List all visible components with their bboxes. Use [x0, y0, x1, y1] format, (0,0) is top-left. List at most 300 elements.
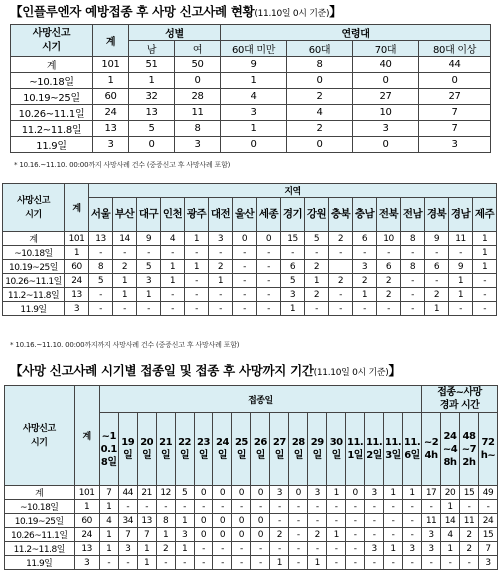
- cell-day: -: [384, 528, 403, 542]
- cell-period: 계: [5, 486, 75, 500]
- cell-a3: 0: [353, 137, 419, 153]
- cell-region: 8: [401, 232, 425, 246]
- table-row: [11, 121, 491, 137]
- cell-day: 44: [118, 486, 137, 500]
- cell-day: -: [384, 500, 403, 514]
- cell-day: -: [194, 500, 213, 514]
- cell-day: 0: [232, 528, 251, 542]
- cell-day: -: [175, 500, 194, 514]
- cell-day: -: [384, 556, 403, 570]
- cell-male: 5: [129, 121, 175, 137]
- header-region-4: 광주: [185, 198, 209, 232]
- header-region-3: 인천: [161, 198, 185, 232]
- cell-elapsed: 1: [441, 542, 460, 556]
- cell-region: -: [257, 302, 281, 316]
- cell-region: 2: [113, 260, 137, 274]
- cell-day: -: [289, 500, 308, 514]
- header-region-10: 충북: [329, 198, 353, 232]
- cell-region: 0: [233, 232, 257, 246]
- cell-day: -: [327, 500, 346, 514]
- cell-region: 3: [209, 232, 233, 246]
- cell-day: -: [346, 514, 365, 528]
- cell-a3: 3: [353, 121, 419, 137]
- cell-region: -: [425, 274, 449, 288]
- cell-day: 1: [99, 542, 118, 556]
- cell-region: -: [209, 288, 233, 302]
- cell-region: -: [401, 274, 425, 288]
- cell-day: 1: [270, 556, 289, 570]
- cell-total: 24: [65, 274, 89, 288]
- cell-day: -: [232, 500, 251, 514]
- cell-day: 0: [251, 514, 270, 528]
- cell-elapsed: -: [422, 500, 441, 514]
- cell-elapsed: 14: [441, 514, 460, 528]
- cell-day: 0: [194, 486, 213, 500]
- cell-total: 24: [93, 105, 129, 121]
- cell-region: 9: [137, 232, 161, 246]
- cell-period: ~10.18일: [11, 73, 93, 89]
- cell-elapsed: 49: [478, 486, 497, 500]
- cell-period: 계: [11, 57, 93, 73]
- header-day-14: 11.2일: [365, 413, 384, 486]
- cell-day: -: [308, 542, 327, 556]
- cell-period: ~10.18일: [5, 500, 75, 514]
- cell-day: 1: [99, 528, 118, 542]
- header-male: 남: [129, 41, 175, 57]
- cell-day: -: [327, 542, 346, 556]
- table-row: [11, 57, 491, 73]
- cell-day: 3: [403, 542, 422, 556]
- header-sex: 성별: [129, 25, 221, 41]
- cell-region: -: [257, 288, 281, 302]
- cell-region: 2: [377, 274, 401, 288]
- table-row: [3, 302, 497, 316]
- header-region-14: 경북: [425, 198, 449, 232]
- cell-region: -: [161, 288, 185, 302]
- cell-a2: 2: [287, 121, 353, 137]
- cell-region: -: [209, 246, 233, 260]
- cell-region: -: [113, 246, 137, 260]
- cell-region: -: [329, 246, 353, 260]
- cell-elapsed: 11: [459, 514, 478, 528]
- cell-day: 0: [213, 486, 232, 500]
- cell-day: 7: [99, 486, 118, 500]
- cell-a1: 1: [221, 121, 287, 137]
- cell-region: 2: [329, 232, 353, 246]
- section2-note: * 10.16.~11.10. 00:00까지까지 사망사례 건수 (중증신고 후 사망사례 포함): [10, 341, 240, 349]
- cell-day: -: [137, 500, 156, 514]
- header-day-5: 23일: [194, 413, 213, 486]
- header-day-2: 20일: [137, 413, 156, 486]
- cell-region: -: [137, 302, 161, 316]
- cell-region: 1: [305, 274, 329, 288]
- header-region-7: 세종: [257, 198, 281, 232]
- cell-day: 1: [384, 542, 403, 556]
- cell-region: -: [233, 260, 257, 274]
- cell-region: 1: [113, 274, 137, 288]
- cell-day: 3: [118, 542, 137, 556]
- cell-day: 0: [194, 514, 213, 528]
- cell-region: 1: [473, 246, 497, 260]
- header-region-0: 서울: [89, 198, 113, 232]
- cell-region: -: [233, 302, 257, 316]
- header-region-15: 경남: [449, 198, 473, 232]
- cell-period: 10.26~11.1일: [3, 274, 65, 288]
- cell-region: 6: [425, 260, 449, 274]
- cell-day: 1: [156, 528, 175, 542]
- cell-period: 11.9일: [11, 137, 93, 153]
- table-row: [5, 486, 498, 500]
- cell-total: 24: [74, 528, 99, 542]
- header-age-group: 60대: [287, 41, 353, 57]
- cell-period: 11.9일: [5, 556, 75, 570]
- cell-region: -: [425, 246, 449, 260]
- cell-day: -: [346, 542, 365, 556]
- cell-a2: 0: [287, 137, 353, 153]
- cell-female: 28: [175, 89, 221, 105]
- cell-elapsed: 24: [478, 514, 497, 528]
- cell-day: 0: [251, 486, 270, 500]
- table-row: [3, 260, 497, 274]
- cell-day: -: [156, 556, 175, 570]
- cell-region: -: [401, 288, 425, 302]
- cell-region: -: [257, 274, 281, 288]
- cell-period: 10.19~25일: [5, 514, 75, 528]
- cell-day: -: [213, 556, 232, 570]
- cell-day: 13: [137, 514, 156, 528]
- cell-day: 0: [289, 486, 308, 500]
- cell-period: 11.2~11.8일: [3, 288, 65, 302]
- cell-period: 11.2~11.8일: [11, 121, 93, 137]
- cell-region: 5: [281, 274, 305, 288]
- cell-region: 2: [209, 260, 233, 274]
- header-day-0: ~10.18일: [99, 413, 118, 486]
- cell-a4: 27: [419, 89, 491, 105]
- cell-day: 3: [175, 528, 194, 542]
- cell-day: 4: [99, 514, 118, 528]
- cell-region: 8: [89, 260, 113, 274]
- cell-day: -: [251, 556, 270, 570]
- cell-male: 51: [129, 57, 175, 73]
- cell-day: -: [365, 528, 384, 542]
- cell-day: -: [270, 542, 289, 556]
- header-day-12: 30일: [327, 413, 346, 486]
- cell-region: -: [89, 246, 113, 260]
- cell-region: 1: [473, 260, 497, 274]
- death-by-region-table: [2, 183, 497, 316]
- cell-a3: 0: [353, 73, 419, 89]
- section1-note: * 10.16.~11.10. 00:00까지 사망사례 건수 (중증신고 후 사망사례 포함): [14, 161, 231, 169]
- cell-region: -: [257, 246, 281, 260]
- cell-day: -: [156, 500, 175, 514]
- cell-elapsed: 4: [441, 528, 460, 542]
- header-elapsed-3: 72h~: [478, 413, 497, 486]
- header-day-11: 29일: [308, 413, 327, 486]
- cell-region: -: [161, 246, 185, 260]
- cell-female: 50: [175, 57, 221, 73]
- cell-region: -: [257, 260, 281, 274]
- cell-day: -: [194, 542, 213, 556]
- cell-day: -: [403, 528, 422, 542]
- header-age-group: 60대 미만: [221, 41, 287, 57]
- cell-elapsed: 11: [422, 514, 441, 528]
- cell-elapsed: 1: [441, 500, 460, 514]
- cell-day: -: [270, 514, 289, 528]
- cell-region: 3: [353, 260, 377, 274]
- header-region-13: 전남: [401, 198, 425, 232]
- cell-a4: 44: [419, 57, 491, 73]
- cell-day: 0: [232, 486, 251, 500]
- cell-total: 13: [74, 542, 99, 556]
- cell-region: -: [305, 246, 329, 260]
- cell-a4: 0: [419, 73, 491, 89]
- header-region-2: 대구: [137, 198, 161, 232]
- cell-day: -: [213, 542, 232, 556]
- cell-day: -: [118, 556, 137, 570]
- cell-region: 3: [137, 274, 161, 288]
- death-by-sex-age-table: [10, 24, 491, 153]
- cell-region: 1: [185, 260, 209, 274]
- cell-a1: 0: [221, 137, 287, 153]
- cell-day: 1: [137, 542, 156, 556]
- cell-region: -: [449, 302, 473, 316]
- cell-region: -: [353, 302, 377, 316]
- cell-day: -: [327, 514, 346, 528]
- cell-day: 0: [232, 514, 251, 528]
- cell-day: -: [289, 528, 308, 542]
- cell-day: 2: [156, 542, 175, 556]
- cell-elapsed: -: [478, 500, 497, 514]
- cell-day: 1: [384, 486, 403, 500]
- cell-day: 0: [213, 514, 232, 528]
- cell-a4: 7: [419, 121, 491, 137]
- header-total: 계: [93, 25, 129, 57]
- cell-total: 1: [65, 246, 89, 260]
- cell-day: -: [327, 556, 346, 570]
- cell-a2: 8: [287, 57, 353, 73]
- cell-elapsed: 2: [459, 528, 478, 542]
- cell-region: 1: [449, 274, 473, 288]
- cell-region: 6: [377, 260, 401, 274]
- cell-elapsed: -: [422, 556, 441, 570]
- cell-region: -: [209, 302, 233, 316]
- cell-total: 1: [74, 500, 99, 514]
- cell-total: 60: [74, 514, 99, 528]
- cell-region: -: [401, 246, 425, 260]
- header-region: 지역: [89, 184, 497, 198]
- header-day-10: 28일: [289, 413, 308, 486]
- header-age: 연령대: [221, 25, 491, 41]
- cell-male: 13: [129, 105, 175, 121]
- cell-region: 1: [161, 274, 185, 288]
- cell-day: 2: [270, 528, 289, 542]
- cell-region: 1: [425, 302, 449, 316]
- table-row: [11, 137, 491, 153]
- table-row: [5, 556, 498, 570]
- cell-region: 15: [281, 232, 305, 246]
- cell-day: -: [308, 500, 327, 514]
- cell-elapsed: -: [441, 556, 460, 570]
- cell-region: -: [185, 302, 209, 316]
- cell-day: -: [289, 514, 308, 528]
- header-total: 계: [74, 386, 99, 486]
- section3-title: 【사망 신고사례 시기별 접종일 및 접종 후 사망까지 기간(11.10일 0시 기준)】: [10, 363, 401, 378]
- header-day-15: 11.3일: [384, 413, 403, 486]
- cell-day: -: [384, 514, 403, 528]
- cell-elapsed: 20: [441, 486, 460, 500]
- cell-region: -: [161, 302, 185, 316]
- cell-region: -: [233, 246, 257, 260]
- cell-region: 13: [89, 232, 113, 246]
- cell-region: -: [233, 288, 257, 302]
- header-female: 여: [175, 41, 221, 57]
- cell-region: 5: [305, 232, 329, 246]
- cell-day: -: [251, 542, 270, 556]
- cell-region: 11: [449, 232, 473, 246]
- cell-elapsed: 15: [459, 486, 478, 500]
- cell-region: -: [401, 302, 425, 316]
- table-row: [11, 89, 491, 105]
- cell-day: -: [403, 500, 422, 514]
- cell-day: 0: [213, 528, 232, 542]
- header-day-13: 11.1일: [346, 413, 365, 486]
- cell-day: -: [365, 514, 384, 528]
- cell-region: 5: [137, 260, 161, 274]
- cell-day: -: [308, 514, 327, 528]
- cell-a1: 4: [221, 89, 287, 105]
- cell-day: -: [289, 542, 308, 556]
- cell-period: 11.2~11.8일: [5, 542, 75, 556]
- header-region-5: 대전: [209, 198, 233, 232]
- cell-region: -: [305, 302, 329, 316]
- cell-region: 2: [305, 260, 329, 274]
- cell-day: 3: [308, 486, 327, 500]
- cell-region: 9: [425, 232, 449, 246]
- cell-region: 0: [257, 232, 281, 246]
- cell-region: 2: [377, 288, 401, 302]
- cell-elapsed: 15: [478, 528, 497, 542]
- cell-period: 계: [3, 232, 65, 246]
- cell-elapsed: 2: [459, 542, 478, 556]
- cell-region: 1: [161, 260, 185, 274]
- table-row: [3, 288, 497, 302]
- header-day-8: 26일: [251, 413, 270, 486]
- header-day-1: 19일: [118, 413, 137, 486]
- cell-region: 1: [449, 288, 473, 302]
- cell-region: 1: [353, 288, 377, 302]
- table-row: [3, 232, 497, 246]
- cell-day: 34: [118, 514, 137, 528]
- cell-day: 1: [137, 556, 156, 570]
- header-region-1: 부산: [113, 198, 137, 232]
- cell-region: -: [281, 246, 305, 260]
- cell-day: 1: [175, 514, 194, 528]
- table-row: [5, 514, 498, 528]
- cell-male: 0: [129, 137, 175, 153]
- cell-period: 11.9일: [3, 302, 65, 316]
- cell-day: 5: [175, 486, 194, 500]
- table-row: [3, 274, 497, 288]
- cell-region: 2: [329, 274, 353, 288]
- cell-day: -: [403, 556, 422, 570]
- table-row: [5, 500, 498, 514]
- cell-period: ~10.18일: [3, 246, 65, 260]
- cell-period: 10.26~11.1일: [5, 528, 75, 542]
- cell-region: -: [89, 288, 113, 302]
- cell-total: 101: [65, 232, 89, 246]
- cell-period: 10.19~25일: [11, 89, 93, 105]
- section1-title: 【인플루엔자 예방접종 후 사망 신고사례 현황(11.10일 0시 기준)】: [10, 4, 342, 19]
- table-row: [11, 105, 491, 121]
- cell-day: -: [365, 500, 384, 514]
- cell-elapsed: 3: [422, 528, 441, 542]
- cell-female: 8: [175, 121, 221, 137]
- cell-day: 8: [156, 514, 175, 528]
- cell-day: -: [289, 556, 308, 570]
- cell-region: -: [473, 274, 497, 288]
- cell-day: 7: [118, 528, 137, 542]
- header-region-16: 제주: [473, 198, 497, 232]
- cell-a2: 0: [287, 73, 353, 89]
- cell-day: 1: [308, 556, 327, 570]
- header-age-group: 70대: [353, 41, 419, 57]
- header-region-8: 경기: [281, 198, 305, 232]
- cell-total: 3: [93, 137, 129, 153]
- cell-region: 6: [353, 232, 377, 246]
- cell-region: -: [473, 302, 497, 316]
- cell-total: 13: [65, 288, 89, 302]
- cell-day: 7: [137, 528, 156, 542]
- cell-day: 3: [270, 486, 289, 500]
- table-row: [5, 528, 498, 542]
- cell-day: -: [346, 528, 365, 542]
- cell-region: 2: [425, 288, 449, 302]
- header-total: 계: [65, 184, 89, 232]
- cell-region: -: [185, 246, 209, 260]
- cell-elapsed: 7: [478, 542, 497, 556]
- cell-day: 0: [346, 486, 365, 500]
- cell-total: 101: [93, 57, 129, 73]
- cell-day: 0: [194, 528, 213, 542]
- cell-region: 6: [281, 260, 305, 274]
- cell-day: -: [99, 556, 118, 570]
- cell-region: -: [185, 274, 209, 288]
- cell-day: -: [365, 556, 384, 570]
- cell-day: 1: [403, 486, 422, 500]
- cell-day: -: [232, 542, 251, 556]
- header-elapsed-time: 접종~사망 경과 시간: [422, 386, 498, 413]
- cell-region: 1: [281, 302, 305, 316]
- cell-elapsed: -: [459, 556, 478, 570]
- cell-region: 8: [401, 260, 425, 274]
- cell-region: 1: [113, 288, 137, 302]
- cell-male: 1: [129, 73, 175, 89]
- cell-region: 3: [281, 288, 305, 302]
- cell-a3: 10: [353, 105, 419, 121]
- cell-elapsed: -: [459, 500, 478, 514]
- header-vaccination-date: 접종일: [99, 386, 421, 413]
- cell-region: -: [377, 302, 401, 316]
- cell-elapsed: 3: [422, 542, 441, 556]
- cell-day: -: [346, 500, 365, 514]
- cell-region: [329, 260, 353, 274]
- cell-total: 13: [93, 121, 129, 137]
- cell-day: 21: [137, 486, 156, 500]
- cell-day: -: [175, 556, 194, 570]
- cell-day: 1: [175, 542, 194, 556]
- cell-total: 3: [74, 556, 99, 570]
- cell-period: 10.19~25일: [3, 260, 65, 274]
